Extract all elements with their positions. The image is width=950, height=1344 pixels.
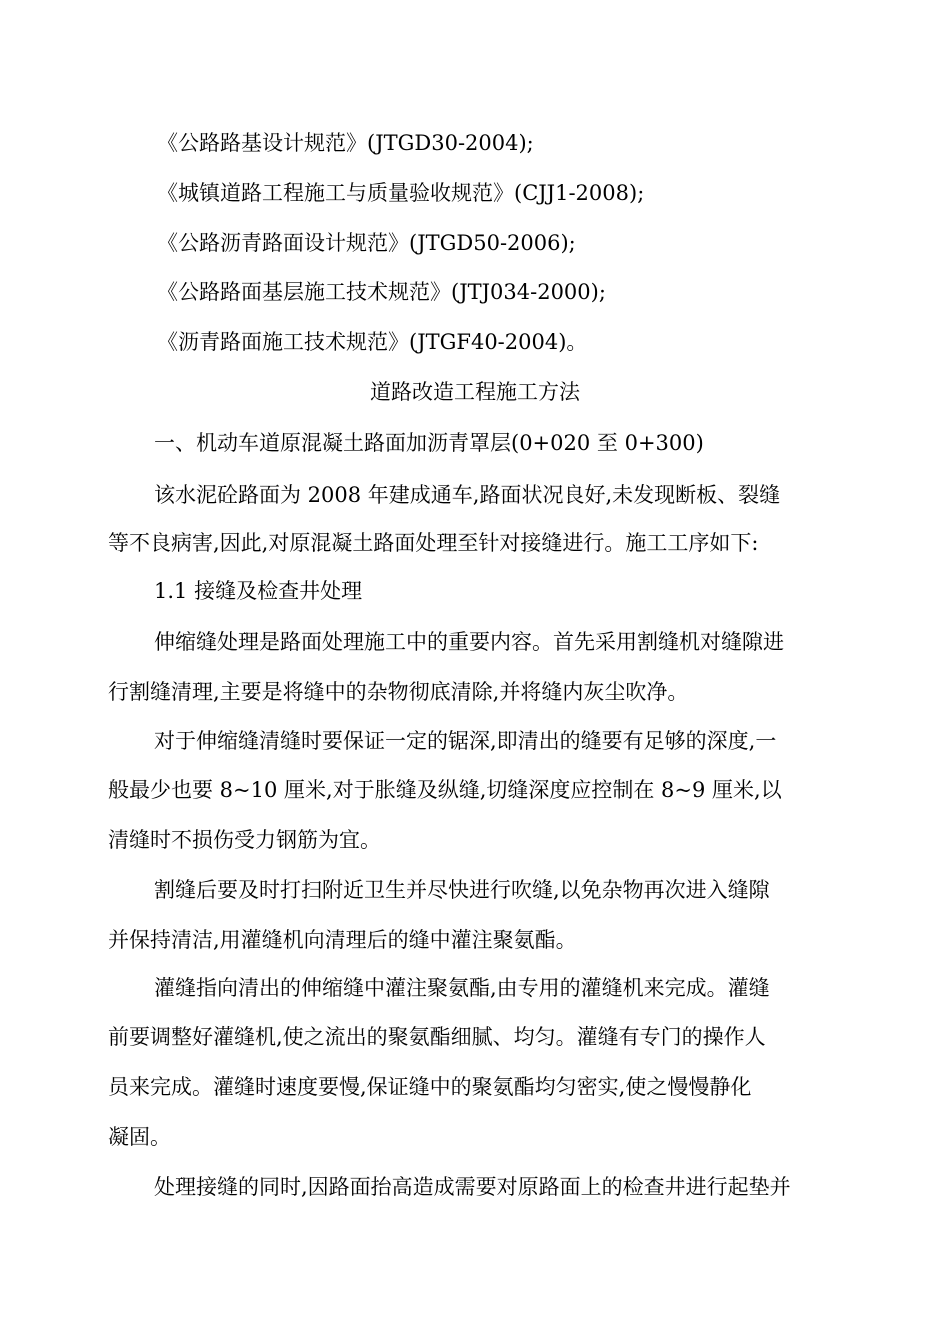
paragraph-line: 并保持清洁,用灌缝机向清理后的缝中灌注聚氨酯。 [108,928,577,952]
paragraph-line: 般最少也要 8~10 厘米,对于胀缝及纵缝,切缝深度应控制在 8~9 厘米,以 [108,778,782,802]
subsection-heading: 1.1 接缝及检查井处理 [154,579,363,603]
paragraph-line: 行割缝清理,主要是将缝中的杂物彻底清除,并将缝内灰尘吹净。 [108,680,689,704]
paragraph-line: 凝固。 [108,1125,171,1149]
paragraph-line: 对于伸缩缝清缝时要保证一定的锯深,即清出的缝要有足够的深度,一 [154,729,777,753]
standard-ref-5: 《沥青路面施工技术规范》(JTGF40-2004)。 [157,330,588,354]
standard-ref-2: 《城镇道路工程施工与质量验收规范》(CJJ1-2008); [157,181,645,205]
section-heading: 一、机动车道原混凝土路面加沥青罩层(0+020 至 0+300) [154,431,704,455]
paragraph-line: 灌缝指向清出的伸缩缝中灌注聚氨酯,由专用的灌缝机来完成。灌缝 [154,976,770,1000]
paragraph-line: 割缝后要及时打扫附近卫生并尽快进行吹缝,以免杂物再次进入缝隙 [154,878,770,902]
standard-ref-3: 《公路沥青路面设计规范》(JTGD50-2006); [157,231,576,255]
paragraph-line: 该水泥砼路面为 2008 年建成通车,路面状况良好,未发现断板、裂缝 [154,483,781,507]
paragraph-line: 伸缩缝处理是路面处理施工中的重要内容。首先采用割缝机对缝隙进 [154,630,784,654]
section-title: 道路改造工程施工方法 [370,380,580,404]
standard-ref-4: 《公路路面基层施工技术规范》(JTJ034-2000); [157,280,606,304]
paragraph-line: 处理接缝的同时,因路面抬高造成需要对原路面上的检查井进行起垫并 [154,1175,791,1199]
paragraph-line: 前要调整好灌缝机,使之流出的聚氨酯细腻、均匀。灌缝有专门的操作人 [108,1025,766,1049]
paragraph-line: 清缝时不损伤受力钢筋为宜。 [108,828,381,852]
paragraph-line: 员来完成。灌缝时速度要慢,保证缝中的聚氨酯均匀密实,使之慢慢静化 [108,1075,752,1099]
paragraph-line: 等不良病害,因此,对原混凝土路面处理至针对接缝进行。施工工序如下: [108,531,759,555]
standard-ref-1: 《公路路基设计规范》(JTGD30-2004); [157,131,534,155]
